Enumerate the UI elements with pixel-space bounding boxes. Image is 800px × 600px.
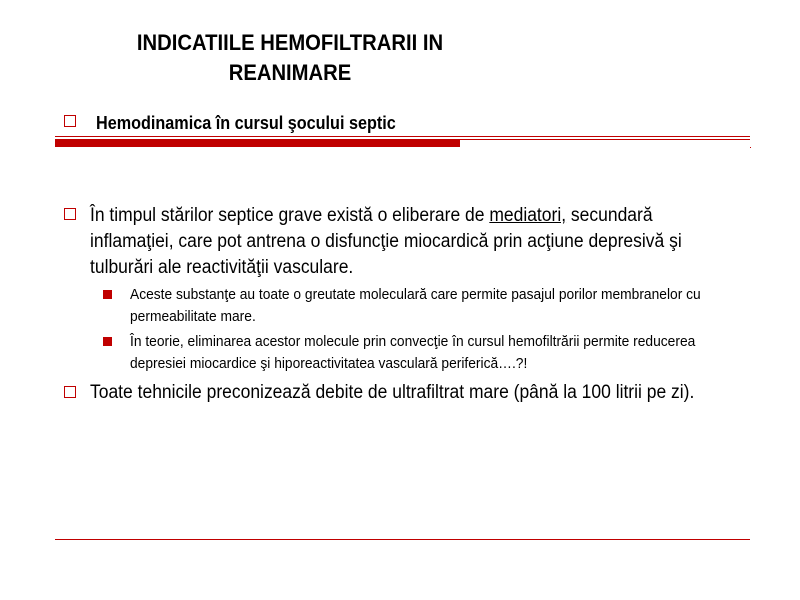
divider-dot — [750, 147, 751, 148]
divider-top-thick — [55, 139, 460, 147]
sub-bullet-1: Aceste substanţe au toate o greutate moleculară care permite pasajul porilor membranelor cu permeabilitate mare. — [130, 286, 701, 325]
bullet-paragraph-2: Toate tehnicile preconizează debite de ultrafiltrat mare (până la 100 litrii pe zi). — [90, 382, 695, 403]
mediatori-underlined: mediatori, — [489, 205, 567, 226]
hollow-square-bullet-icon — [64, 208, 76, 220]
filled-square-bullet-icon — [103, 337, 112, 346]
bullet-paragraph-1 — [90, 203, 734, 281]
title-line-1: INDICATIILE HEMOFILTRARII IN — [136, 30, 444, 55]
bullet-1-text-after: secundară inflamaţiei, care pot antrena o disfuncţie miocardică prin acţiune depresivă şi tulburări ale reactivităţii vasculare. — [90, 205, 682, 278]
divider-top-thin-right — [460, 139, 750, 140]
sub-bullet-2: În teorie, eliminarea acestor molecule prin convecţie în cursul hemofiltrării permite reducerea depresiei miocardice şi hiporeactivitatea vasculară periferică….?! — [130, 333, 696, 372]
hollow-square-bullet-icon — [64, 115, 76, 127]
hollow-square-bullet-icon — [64, 386, 76, 398]
subheading: Hemodinamica în cursul şocului septic — [96, 113, 396, 133]
divider-bottom — [55, 539, 750, 540]
filled-square-bullet-icon — [103, 290, 112, 299]
title-line-2: REANIMARE — [228, 60, 352, 85]
bullet-1-text-before: În timpul stărilor septice grave există o eliberare de — [90, 205, 490, 226]
slide-title — [88, 28, 493, 88]
divider-top-thin — [55, 136, 750, 137]
